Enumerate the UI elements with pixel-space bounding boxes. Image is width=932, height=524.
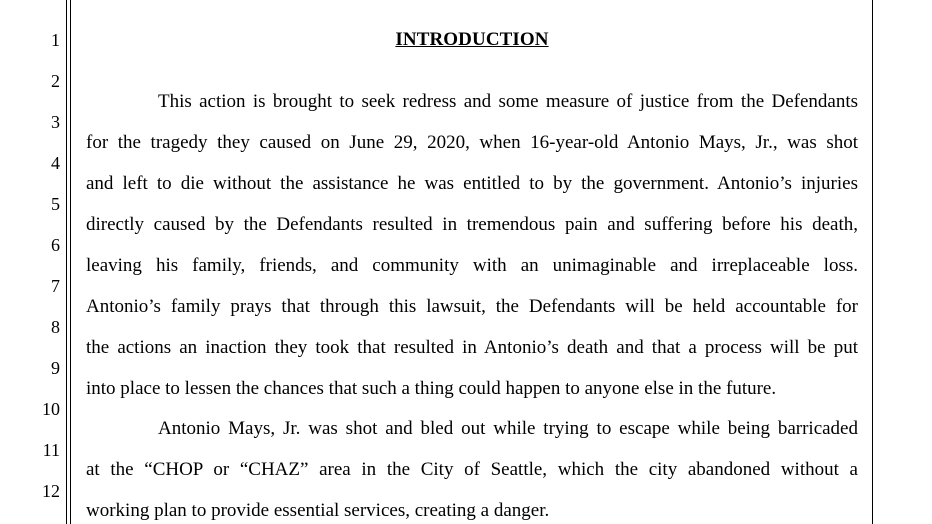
paragraph-line: Antonio’s family prays that through this lawsuit, the Defendants will be held accountable for (86, 296, 858, 317)
line-number: 11 (42, 440, 60, 460)
section-heading: INTRODUCTION (395, 29, 549, 50)
paragraph-line: the actions an inaction they took that resulted in Antonio’s death and that a process will be put (86, 337, 858, 358)
paragraph-line: This action is brought to seek redress and some measure of justice from the Defendants (158, 91, 858, 112)
line-number: 3 (51, 112, 60, 132)
line-number: 2 (51, 71, 60, 91)
paragraph-line: at the “CHOP or “CHAZ” area in the City of Seattle, which the city abandoned without a (86, 459, 858, 480)
paragraph-line: into place to lessen the chances that such a thing could happen to anyone else in the future. (86, 378, 777, 399)
right-margin-rule (872, 0, 873, 524)
paragraph-line: for the tragedy they caused on June 29, 2020, when 16-year-old Antonio Mays, Jr., was shot (86, 132, 858, 153)
line-number: 7 (51, 276, 60, 296)
paragraph-line: directly caused by the Defendants resulted in tremendous pain and suffering before his death, (86, 214, 858, 235)
paragraph-line: leaving his family, friends, and community with an unimaginable and irreplaceable loss. (86, 255, 858, 276)
line-number: 5 (51, 194, 60, 214)
line-number: 1 (51, 30, 60, 50)
line-number: 4 (51, 153, 60, 173)
left-margin-rule-outer (66, 0, 67, 524)
line-number: 9 (51, 358, 60, 378)
line-number: 8 (51, 317, 60, 337)
paragraph-line: and left to die without the assistance he was entitled to by the government. Antonio’s injuries (86, 173, 858, 194)
line-number: 10 (42, 399, 60, 419)
left-margin-rule-inner (70, 0, 71, 524)
paragraph-line: working plan to provide essential services, creating a danger. (86, 500, 550, 521)
line-number: 6 (51, 235, 60, 255)
line-number: 12 (42, 481, 60, 501)
paragraph-line: Antonio Mays, Jr. was shot and bled out while trying to escape while being barricaded (158, 418, 858, 439)
